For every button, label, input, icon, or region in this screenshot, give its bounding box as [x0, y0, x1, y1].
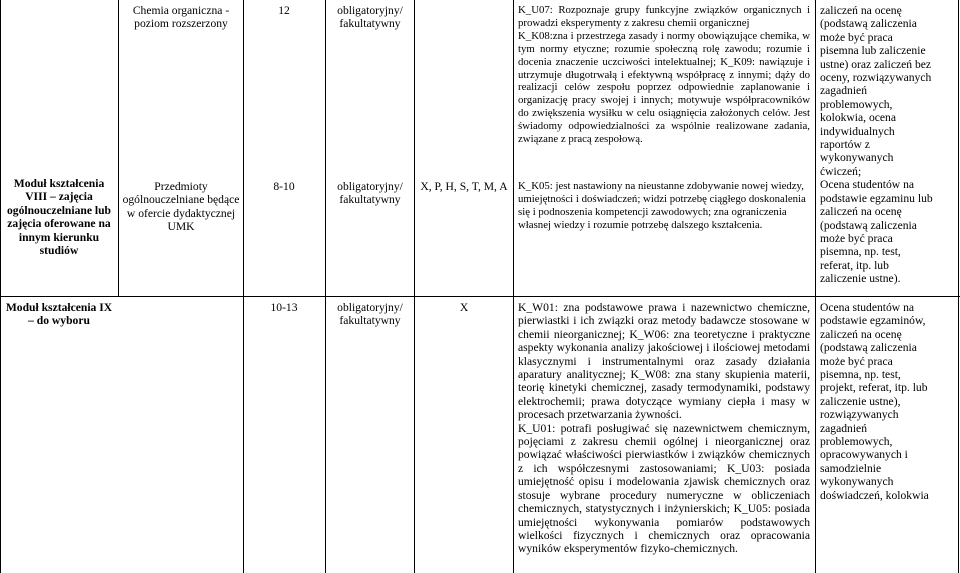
learning-outcomes-cell: K_W01: zna podstawowe prawa i nazewnictwo chemiczne, pierwiastki i ich związki oraz metody badawcze stosowane w chemii nieorganicznej; K_W06: zna teoretyczne i praktyczne aspekty wykonania analizy jakościowej i ilościowej metodami klasycznymi i instrumentalnymi oraz zasady działania aparatury analitycznej; K_W08: zna stany skupienia materii, teorię kinetyki chemicznej, zasady termodynamiki, podstawy elektrochemii; prawa dotyczące wymiany ciepła i masy w procesach przetwarzania żywności. K_U01: potrafi posługiwać się nazewnictwem chemicznym, pojęciami z zakresu chemii ogólnej i nieorganicznej oraz powiązać właściwości pierwiastków i związków chemicznych z ich współczesnymi zastosowaniami; K_U03: posiada umiejętność opisu i modelowania zjawisk chemicznych oraz stosuje wybrane procedury numeryczne w obliczeniach chemicznych, statystycznych i inżynierskich; K_U05: posiada umiejętności wykonywania pomiarów podstawowych wielkości fizycznych i chemicznych oraz opracowania wyników eksperymentów fizyko-chemicznych. [518, 301, 810, 556]
column-separator [0, 0, 1, 573]
column-separator [513, 0, 514, 573]
course-name-cell: Przedmioty ogólnouczelniane będące w ofercie dydaktycznej UMK [122, 180, 240, 234]
ects-cell: 12 [278, 4, 290, 17]
area-codes-cell: X, P, H, S, T, M, A [420, 180, 508, 193]
column-separator [118, 0, 119, 296]
module-name-cell: Moduł kształcenia VIII – zajęcia ogólnouczelniane lub zajęcia oferowane na innym kierunku studiów [6, 177, 112, 258]
learning-outcomes-cell: K_U07: Rozpoznaje grupy funkcyjne związków organicznych i prowadzi eksperymenty z zakresu chemii organicznej K_K08:zna i przestrzega zasady i normy obowiązujące chemika, w tym normy etyczne; rozumie społeczną rolę zawodu; rozumie i docenia znaczenie uczciwości intelektualnej; K_K09: nawiązuje i utrzymuje długotrwałą i efektywną współpracę z innymi; dąży do realizacji celów zespołu poprzez odpowiednie zaplanowanie i organizację pracy swojej i innych; motywuje współpracowników do zwiększenia wysiłku w celu osiągnięcia założonych celów. Jest świadomy odpowiedzialności za wspólnie realizowane zadania, związane z pracą zespołową. [518, 4, 810, 146]
column-separator [414, 0, 415, 573]
row-separator [0, 296, 960, 297]
course-name-cell: Chemia organiczna - poziom rozszerzony [132, 4, 230, 31]
area-codes-cell: X [459, 301, 469, 314]
assessment-methods-cell: zaliczeń na ocenę (podstawą zaliczenia może być praca pisemna lub zaliczenie ustne) oraz zaliczeń bez oceny, rozwiązywanych zagadnień problemowych, kolokwia, ocena indywidualnych raportów z wykonywanych ćwiczeń; Ocena studentów na podstawie egzaminu lub zaliczeń na ocenę (podstawą zaliczenia może być praca pisemna, np. test, referat, itp. lub zaliczenie ustne). [820, 4, 933, 286]
column-separator [243, 0, 244, 573]
column-separator [815, 0, 816, 573]
column-separator [325, 0, 326, 573]
module-name-cell: Moduł kształcenia IX – do wyboru [5, 301, 113, 328]
assessment-methods-cell: Ocena studentów na podstawie egzaminów, zaliczeń na ocenę (podstawą zaliczenia może być praca pisemna, np. test, projekt, referat, itp. lub zaliczenie ustne), rozwiązywanych zagadnień problemowych, opracowywanych i samodzielnie wykonywanych doświadczeń, kolokwia [820, 301, 929, 502]
ects-cell: 10-13 [270, 301, 298, 314]
ects-cell: 8-10 [273, 180, 295, 193]
learning-outcomes-cell: K_K05: jest nastawiony na nieustanne zdobywanie nowej wiedzy, umiejętności i doświadczeń; widzi potrzebę ciągłego doskonalenia się i podnoszenia kompetencji zawodowych; zna ograniczenia własnej wiedzy i rozumie potrzebę dalszego kształcenia. [518, 180, 806, 231]
status-cell: obligatoryjny/ fakultatywny [337, 4, 403, 31]
status-cell: obligatoryjny/ fakultatywny [337, 301, 403, 328]
status-cell: obligatoryjny/ fakultatywny [337, 180, 403, 207]
column-separator [958, 0, 959, 573]
